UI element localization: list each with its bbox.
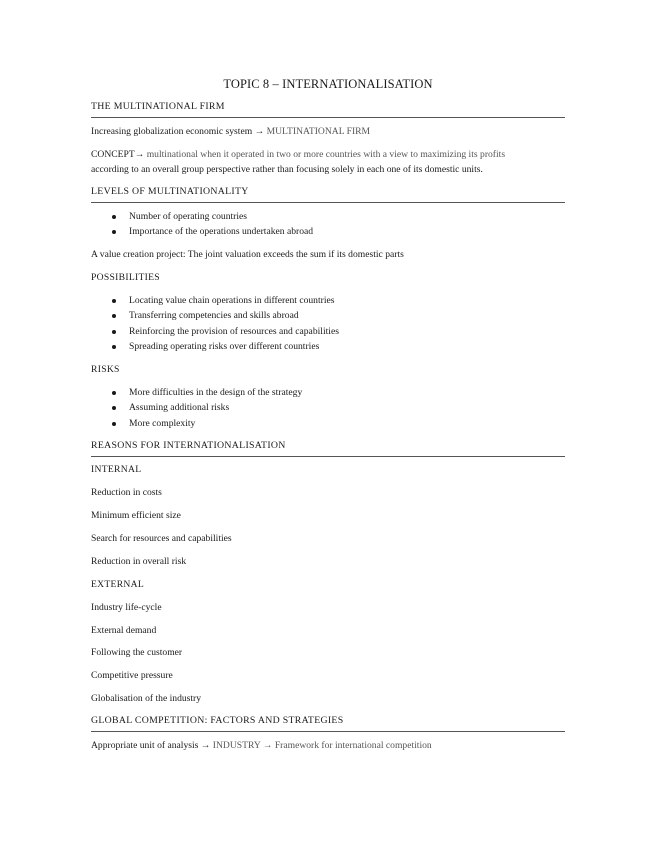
external-item: Competitive pressure: [91, 670, 173, 681]
arrow-icon: →: [254, 126, 265, 137]
list-item-text: Assuming additional risks: [129, 402, 230, 414]
levels-bullet-list: [91, 211, 565, 242]
external-item: Following the customer: [91, 647, 183, 658]
list-item-text: Number of operating countries: [129, 211, 248, 222]
list-item-text: More complexity: [129, 417, 196, 429]
section-heading-levels: LEVELS OF MULTINATIONALITY: [91, 186, 565, 203]
unit-of-analysis-text: Appropriate unit of analysis: [91, 740, 199, 751]
list-item-text: Spreading operating risks over different countries: [129, 340, 320, 352]
section-heading-global-competition: GLOBAL COMPETITION: FACTORS AND STRATEGIES: [91, 715, 565, 732]
external-label: EXTERNAL: [91, 579, 145, 590]
list-item: [91, 295, 565, 310]
concept-paragraph-line-1: [91, 149, 565, 161]
list-item-text: Reinforcing the provision of resources and capabilities: [129, 325, 339, 337]
unit-of-analysis-line: [91, 740, 565, 752]
section-heading-multinational-firm: THE MULTINATIONAL FIRM: [91, 101, 565, 118]
bullet-icon: [112, 230, 116, 234]
globalization-text: Increasing globalization economic system: [91, 126, 253, 137]
risks-bullet-list: [91, 387, 565, 433]
list-item: [91, 402, 565, 417]
internal-item: Reduction in overall risk: [91, 556, 187, 567]
list-item: [91, 418, 565, 433]
section-heading-reasons: REASONS FOR INTERNATIONALISATION: [91, 440, 565, 457]
concept-label: CONCEPT: [91, 149, 135, 160]
concept-text-2: according to an overall group perspective rather than focusing solely in each one of its domestic units.: [91, 164, 483, 175]
bullet-icon: [112, 215, 116, 219]
external-item: Globalisation of the industry: [91, 693, 202, 704]
bullet-icon: [112, 345, 116, 349]
framework-text: Framework for international competition: [274, 740, 432, 751]
arrow-icon: →: [134, 149, 145, 160]
internal-item: Search for resources and capabilities: [91, 533, 232, 544]
bullet-icon: [112, 391, 116, 395]
concept-text-1: multinational when it operated in two or more countries with a view to maximizing its profits: [144, 149, 506, 160]
list-item: [91, 226, 565, 241]
page-title: TOPIC 8 – INTERNATIONALISATION: [223, 77, 433, 91]
list-item: [91, 310, 565, 325]
arrow-icon: →: [262, 740, 273, 751]
risks-label: RISKS: [91, 364, 120, 375]
industry-text: INDUSTRY: [212, 740, 261, 751]
external-item: Industry life-cycle: [91, 602, 162, 613]
internal-item: Reduction in costs: [91, 487, 162, 498]
list-item-text: More difficulties in the design of the strategy: [129, 387, 303, 398]
bullet-icon: [112, 422, 116, 426]
possibilities-label: POSSIBILITIES: [91, 272, 160, 283]
list-item-text: Locating value chain operations in different countries: [129, 295, 335, 306]
internal-label: INTERNAL: [91, 464, 142, 475]
list-item: [91, 326, 565, 341]
list-item-text: Importance of the operations undertaken abroad: [129, 226, 314, 238]
list-item-text: Transferring competencies and skills abroad: [129, 310, 299, 322]
possibilities-bullet-list: [91, 295, 565, 356]
list-item: [91, 211, 565, 226]
internal-item: Minimum efficient size: [91, 510, 181, 521]
globalization-line: [91, 126, 565, 138]
bullet-icon: [112, 314, 116, 318]
multinational-firm-text: MULTINATIONAL FIRM: [266, 126, 371, 137]
bullet-icon: [112, 330, 116, 334]
bullet-icon: [112, 406, 116, 410]
list-item: [91, 387, 565, 402]
external-item: External demand: [91, 625, 157, 636]
list-item: [91, 341, 565, 356]
arrow-icon: →: [200, 740, 211, 751]
bullet-icon: [112, 299, 116, 303]
value-creation-line: A value creation project: The joint valuation exceeds the sum if its domestic parts: [91, 249, 404, 260]
